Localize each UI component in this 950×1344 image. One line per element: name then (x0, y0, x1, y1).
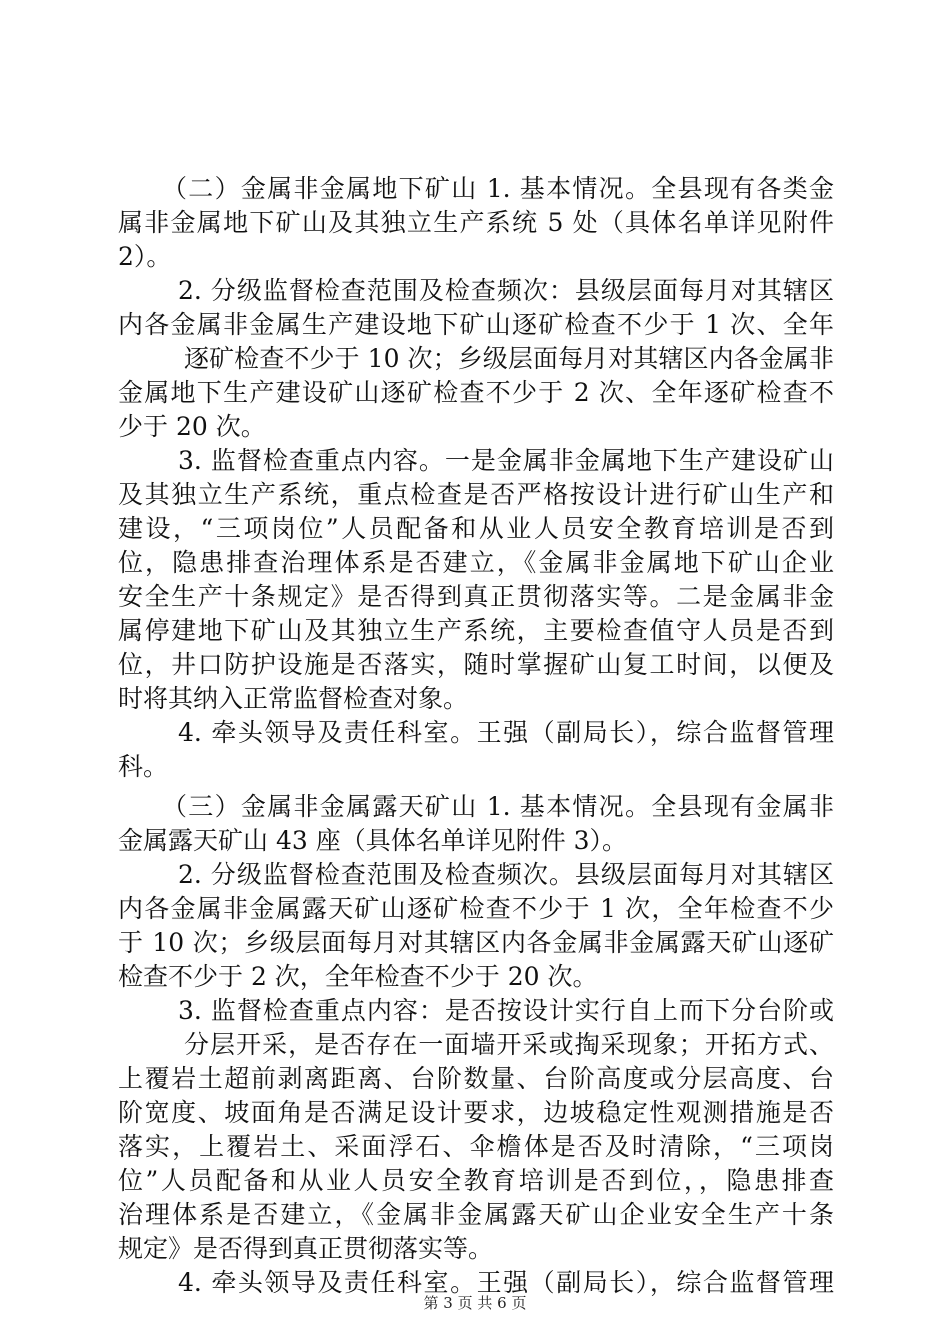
paragraph-line: 逐矿检查不少于 10 次；乡级层面每月对其辖区内各金属非 (184, 344, 834, 373)
paragraph-line: 内各金属非金属露天矿山逐矿检查不少于 1 次，全年检查不少 (118, 894, 834, 923)
paragraph-line: 2）。 (118, 242, 172, 271)
paragraph-line: 位，井口防护设施是否落实，随时掌握矿山复工时间，以便及 (118, 650, 834, 679)
paragraph-line: 2. 分级监督检查范围及检查频次：县级层面每月对其辖区 (178, 276, 834, 305)
paragraph-line: 4. 牵头领导及责任科室。王强（副局长），综合监督管理 (178, 718, 834, 747)
paragraph-line: 治理体系是否建立，《金属非金属露天矿山企业安全生产十条 (118, 1200, 834, 1229)
paragraph-line: 属非金属地下矿山及其独立生产系统 5 处（具体名单详见附件 (118, 208, 834, 237)
paragraph-line: 建设，“三项岗位”人员配备和从业人员安全教育培训是否到 (118, 514, 834, 543)
paragraph-line: 检查不少于 2 次，全年检查不少于 20 次。 (118, 962, 598, 991)
paragraph-line: 规定》是否得到真正贯彻落实等。 (118, 1234, 494, 1263)
paragraph-line: 3. 监督检查重点内容：是否按设计实行自上而下分台阶或 (178, 996, 834, 1025)
paragraph-line: 分层开采，是否存在一面墙开采或掏采现象；开拓方式、 (184, 1030, 834, 1059)
paragraph-line: 阶宽度、坡面角是否满足设计要求，边坡稳定性观测措施是否 (118, 1098, 834, 1127)
paragraph-line: 属停建地下矿山及其独立生产系统，主要检查值守人员是否到 (118, 616, 834, 645)
paragraph-line: 位，隐患排查治理体系是否建立，《金属非金属地下矿山企业 (118, 548, 834, 577)
paragraph-line: 时将其纳入正常监督检查对象。 (118, 684, 469, 713)
paragraph-line: 少于 20 次。 (118, 412, 266, 441)
paragraph-line: 2. 分级监督检查范围及检查频次。县级层面每月对其辖区 (178, 860, 834, 889)
page-number-footer: 第 3 页 共 6 页 (423, 1294, 527, 1312)
paragraph-line: 3. 监督检查重点内容。一是金属非金属地下生产建设矿山 (178, 446, 834, 475)
paragraph-line: 上覆岩土超前剥离距离、台阶数量、台阶高度或分层高度、台 (118, 1064, 834, 1093)
paragraph-line: 金属露天矿山 43 座（具体名单详见附件 3）。 (118, 826, 628, 855)
paragraph-line: 落实，上覆岩土、采面浮石、伞檐体是否及时清除，“三项岗 (118, 1132, 834, 1161)
paragraph-line: 金属地下生产建设矿山逐矿检查不少于 2 次、全年逐矿检查不 (118, 378, 834, 407)
paragraph-line: 科。 (118, 752, 169, 781)
paragraph-line: 位”人员配备和从业人员安全教育培训是否到位，，隐患排查 (118, 1166, 834, 1195)
paragraph-line: 及其独立生产系统，重点检查是否严格按设计进行矿山生产和 (118, 480, 834, 509)
paragraph-line: （二）金属非金属地下矿山 1. 基本情况。全县现有各类金 (162, 174, 834, 203)
paragraph-line: 内各金属非金属生产建设地下矿山逐矿检查不少于 1 次、全年 (118, 310, 834, 339)
paragraph-line: 安全生产十条规定》是否得到真正贯彻落实等。二是金属非金 (118, 582, 834, 611)
paragraph-line: 4. 牵头领导及责任科室。王强（副局长），综合监督管理 (178, 1268, 834, 1297)
paragraph-line: （三）金属非金属露天矿山 1. 基本情况。全县现有金属非 (162, 792, 834, 821)
paragraph-line: 于 10 次；乡级层面每月对其辖区内各金属非金属露天矿山逐矿 (118, 928, 834, 957)
